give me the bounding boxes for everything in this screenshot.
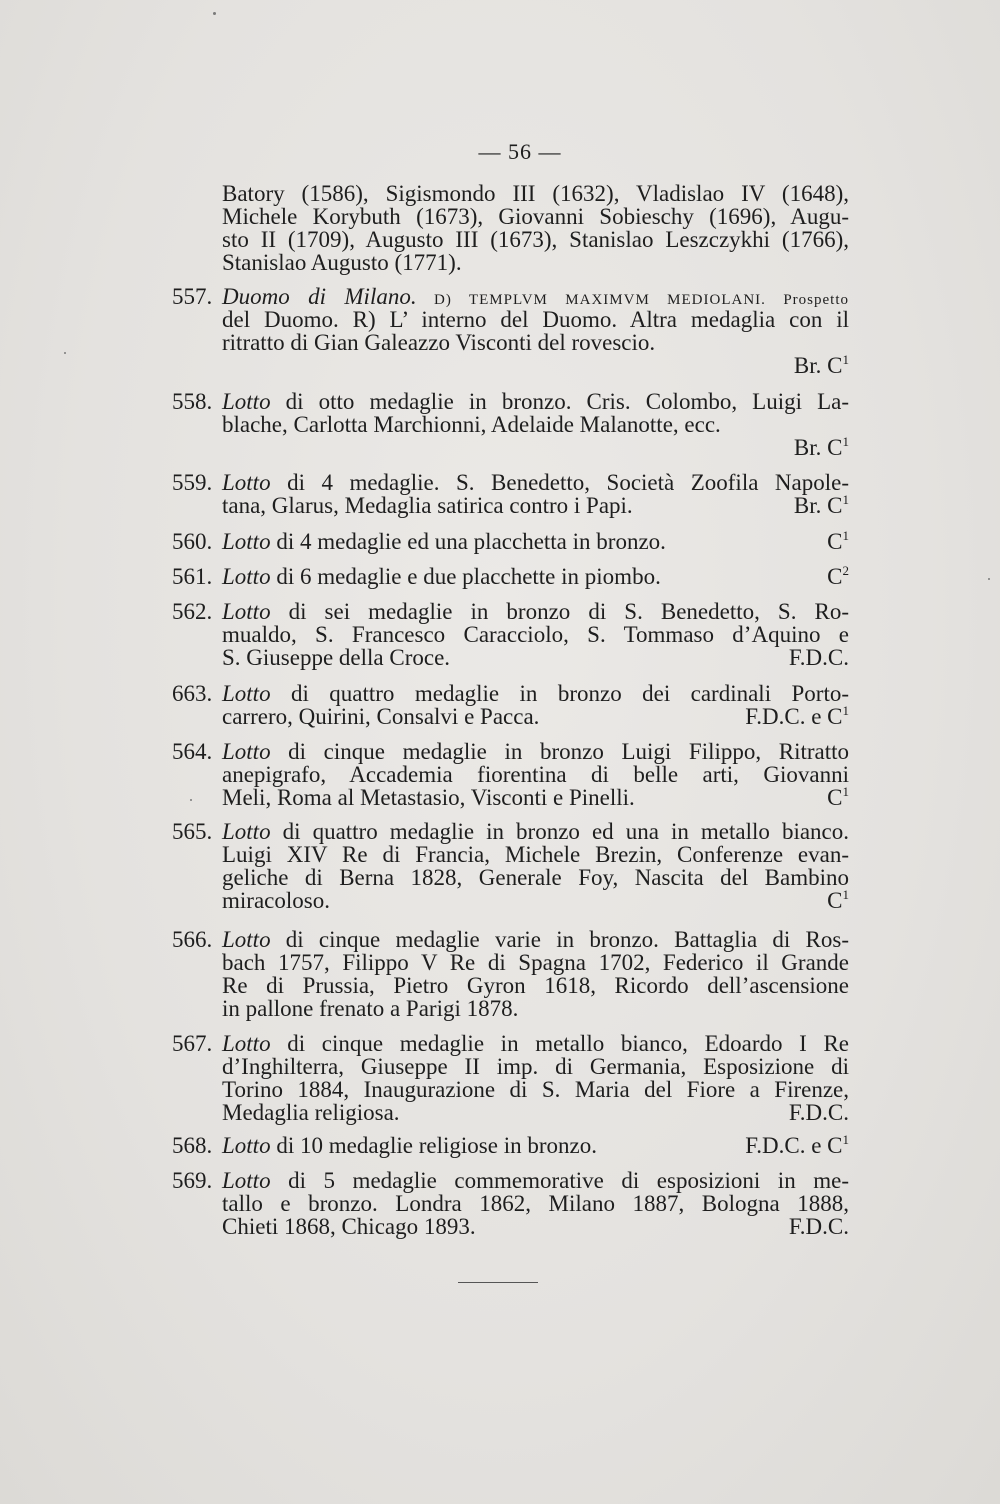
text-line: blache, Carlotta Marchionni, Adelaide Malanotte, ecc. bbox=[222, 412, 721, 437]
text-line: sto II (1709), Augusto III (1673), Stanislao Leszczykhi (1766), bbox=[222, 227, 849, 252]
text-line: Chieti 1868, Chicago 1893. bbox=[222, 1214, 476, 1239]
entry-text: di cinque medaglie varie in bronzo. Battaglia di Ros- bbox=[270, 927, 849, 952]
grade-label: F.D.C. bbox=[788, 1214, 849, 1239]
text-line: anepigrafo, Accademia fiorentina di belle arti, Giovanni bbox=[222, 762, 849, 787]
entry-number: 562. bbox=[172, 599, 213, 624]
entry-number: 559. bbox=[172, 470, 213, 495]
entry-line-with-grade bbox=[222, 1134, 849, 1157]
grade-label: F.D.C. e $C^1$ bbox=[745, 703, 849, 729]
entry-text: di quattro medaglie in bronzo ed una in metallo bianco. bbox=[270, 819, 849, 844]
lot-title: Lotto bbox=[222, 1133, 271, 1158]
catalog-entry bbox=[172, 599, 849, 670]
text-line: S. Giuseppe della Croce. bbox=[222, 645, 451, 670]
entry-number: 566. bbox=[172, 927, 213, 952]
text-line: geliche di Berna 1828, Generale Foy, Nascita del Bambino bbox=[222, 865, 849, 890]
lot-title: Duomo di Milano. bbox=[222, 284, 417, 309]
text-line: Batory (1586), Sigismondo III (1632), Vladislao IV (1648), bbox=[222, 181, 849, 206]
text-line: tana, Glarus, Medaglia satirica contro i Papi. bbox=[222, 493, 633, 518]
scan-speck bbox=[190, 799, 192, 801]
text-line: Re di Prussia, Pietro Gyron 1618, Ricordo dell’ascensione bbox=[222, 973, 849, 998]
entry-text: di 5 medaglie commemorative di esposizioni in me- bbox=[270, 1168, 849, 1193]
entry-line-with-grade bbox=[222, 646, 849, 669]
lot-title: Lotto bbox=[222, 1031, 271, 1056]
grade-label: F.D.C. bbox=[788, 1100, 849, 1125]
entry-number: 568. bbox=[172, 1133, 213, 1158]
lot-title: Lotto bbox=[222, 564, 271, 589]
entry-number: 560. bbox=[172, 529, 213, 554]
text-line: del Duomo. R) L’ interno del Duomo. Altra medaglia con il bbox=[222, 307, 849, 332]
page-number: — 56 — bbox=[478, 139, 562, 164]
entry-text: di 6 medaglie e due placchette in piombo. bbox=[270, 564, 661, 589]
scan-speck bbox=[64, 352, 66, 354]
entry-text: di otto medaglie in bronzo. Cris. Colombo, Luigi La- bbox=[270, 389, 849, 414]
lot-title: Lotto bbox=[222, 470, 271, 495]
entry-text: di 10 medaglie religiose in bronzo. bbox=[270, 1133, 597, 1158]
grade-label: F.D.C. e $C^1$ bbox=[745, 1132, 849, 1158]
text-line: Luigi XIV Re di Francia, Michele Brezin, Conferenze evan- bbox=[222, 842, 849, 867]
lot-title: Lotto bbox=[222, 739, 271, 764]
text-line: bach 1757, Filippo V Re di Spagna 1702, Federico il Grande bbox=[222, 950, 849, 975]
lot-title: Lotto bbox=[222, 599, 271, 624]
closing-rule bbox=[458, 1282, 538, 1283]
scan-speck bbox=[213, 12, 216, 15]
lot-title: Lotto bbox=[222, 389, 271, 414]
entry-line-with-grade bbox=[222, 494, 849, 517]
entry-line-with-grade bbox=[222, 530, 849, 553]
lot-title: Lotto bbox=[222, 927, 271, 952]
entry-number: 565. bbox=[172, 819, 213, 844]
lot-title: Lotto bbox=[222, 529, 271, 554]
intro-paragraph bbox=[222, 182, 849, 274]
entry-text: di cinque medaglie in bronzo Luigi Filippo, Ritratto bbox=[270, 739, 849, 764]
entry-line-with-grade bbox=[222, 1101, 849, 1124]
entry-first-line bbox=[222, 682, 849, 705]
entry-line-with-grade bbox=[222, 786, 849, 809]
entry-text: D) TEMPLVM MAXIMVM MEDIOLANI. Prospetto bbox=[416, 292, 849, 308]
entry-first-line bbox=[222, 928, 849, 951]
text-line: miracoloso. bbox=[222, 888, 330, 913]
catalog-entry bbox=[172, 528, 849, 554]
entry-line-with-grade bbox=[222, 565, 849, 588]
entry-line-with-grade bbox=[222, 705, 849, 728]
grade-label: Br. $C^1$ bbox=[793, 434, 849, 460]
lot-title: Lotto bbox=[222, 1168, 271, 1193]
entry-first-line bbox=[222, 390, 849, 413]
entry-first-line bbox=[222, 740, 849, 763]
catalog-entry bbox=[172, 470, 849, 518]
entry-line-with-grade bbox=[222, 1215, 849, 1238]
entry-number: 561. bbox=[172, 564, 213, 589]
catalog-entry bbox=[172, 563, 849, 589]
entry-number: 564. bbox=[172, 739, 213, 764]
catalog-entry bbox=[172, 927, 849, 1021]
entry-number: 663. bbox=[172, 681, 213, 706]
entry-text: di 4 medaglie. S. Benedetto, Società Zoofila Napole- bbox=[270, 470, 849, 495]
lot-title: Lotto bbox=[222, 819, 271, 844]
grade-label: $C^1$ bbox=[827, 784, 849, 810]
lot-title: Lotto bbox=[222, 681, 271, 706]
text-line: Michele Korybuth (1673), Giovanni Sobieschy (1696), Augu- bbox=[222, 204, 849, 229]
text-line: in pallone frenato a Parigi 1878. bbox=[222, 996, 519, 1021]
entry-first-line bbox=[222, 600, 849, 623]
entry-text: di cinque medaglie in metallo bianco, Edoardo I Re bbox=[270, 1031, 849, 1056]
catalog-entry bbox=[172, 389, 849, 460]
text-line: mualdo, S. Francesco Caracciolo, S. Tommaso d’Aquino e bbox=[222, 622, 849, 647]
grade-label: $C^2$ bbox=[827, 563, 849, 589]
entry-number: 567. bbox=[172, 1031, 213, 1056]
entry-text: di sei medaglie in bronzo di S. Benedetto, S. Ro- bbox=[270, 599, 849, 624]
grade-label: Br. $C^1$ bbox=[793, 492, 849, 518]
text-line: Stanislao Augusto (1771). bbox=[222, 250, 462, 275]
text-line: Torino 1884, Inaugurazione di S. Maria del Fiore a Firenze, bbox=[222, 1077, 849, 1102]
grade-label: $C^1$ bbox=[827, 887, 849, 913]
text-line: ritratto di Gian Galeazzo Visconti del rovescio. bbox=[222, 330, 656, 355]
text-line: d’Inghilterra, Giuseppe II imp. di Germania, Esposizione di bbox=[222, 1054, 849, 1079]
catalog-entry bbox=[172, 1168, 849, 1239]
entry-first-line bbox=[222, 1032, 849, 1055]
catalog-entry bbox=[172, 1132, 849, 1158]
text-line: Medaglia religiosa. bbox=[222, 1100, 400, 1125]
text-line: carrero, Quirini, Consalvi e Pacca. bbox=[222, 704, 540, 729]
text-line: Meli, Roma al Metastasio, Visconti e Pinelli. bbox=[222, 785, 635, 810]
entry-first-line bbox=[222, 1169, 849, 1192]
grade-label: $C^1$ bbox=[827, 528, 849, 554]
catalog-entry bbox=[172, 1031, 849, 1125]
catalog-entry bbox=[172, 739, 849, 810]
catalog-entry bbox=[172, 819, 849, 913]
entry-number: 557. bbox=[172, 284, 213, 309]
entry-line-with-grade bbox=[222, 889, 849, 912]
scan-speck bbox=[988, 578, 990, 580]
grade-label: Br. $C^1$ bbox=[793, 352, 849, 378]
entry-text: di 4 medaglie ed una placchetta in bronzo. bbox=[270, 529, 666, 554]
entry-first-line bbox=[222, 820, 849, 843]
entry-first-line bbox=[222, 471, 849, 494]
text-line: tallo e bronzo. Londra 1862, Milano 1887, Bologna 1888, bbox=[222, 1191, 849, 1216]
catalog-entry bbox=[172, 284, 849, 378]
entry-number: 569. bbox=[172, 1168, 213, 1193]
catalog-entry bbox=[172, 681, 849, 729]
entry-first-line bbox=[222, 285, 849, 308]
grade-label: F.D.C. bbox=[788, 645, 849, 670]
entry-number: 558. bbox=[172, 389, 213, 414]
entry-text: di quattro medaglie in bronzo dei cardinali Porto- bbox=[270, 681, 849, 706]
